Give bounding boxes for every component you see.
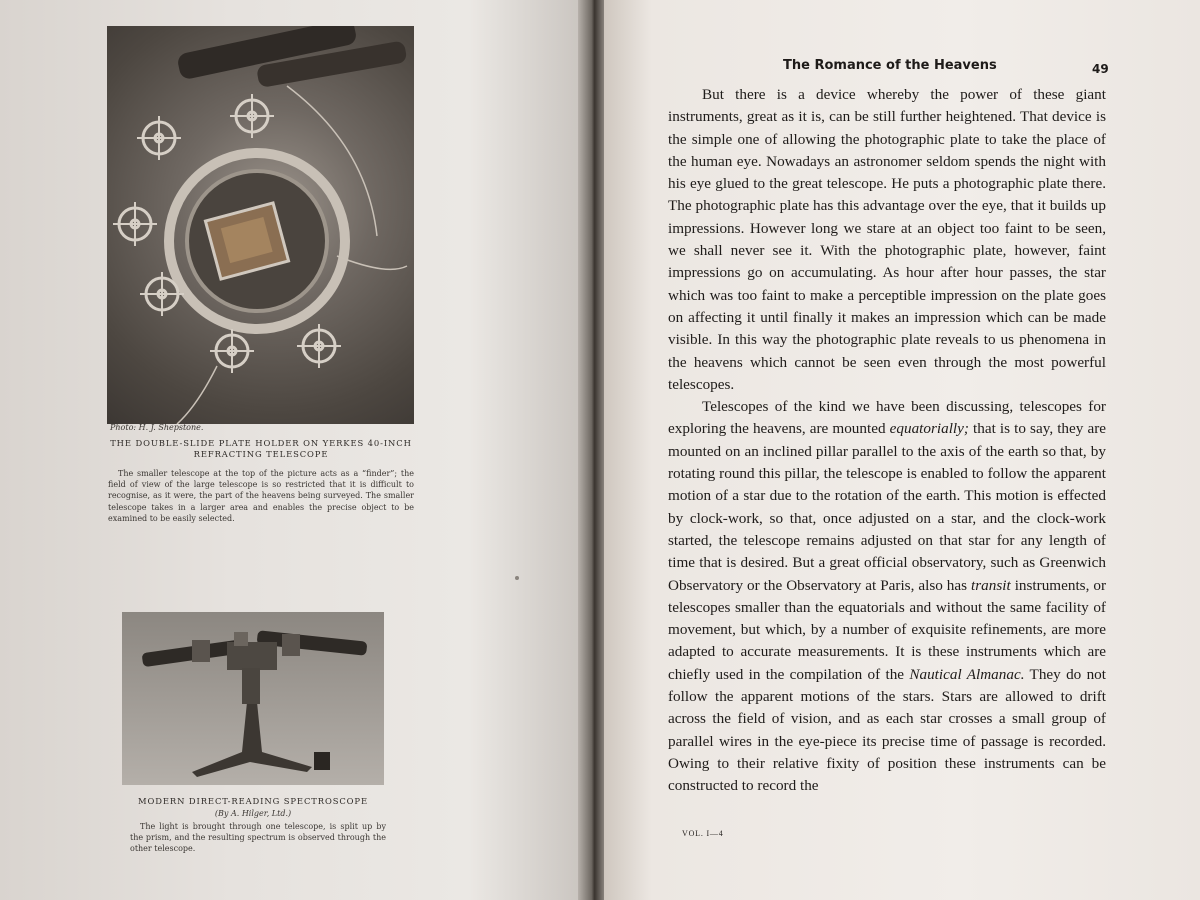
figure2-title: MODERN DIRECT-READING SPECTROSCOPE — [138, 796, 368, 806]
figure1-title-line2: REFRACTING TELESCOPE — [193, 449, 329, 459]
emphasis-equatorially: equatorially; — [889, 420, 969, 438]
paragraph-1-text: But there is a device whereby the power of these giant instruments, great as it is, can be still further heightened. That device is the simple one of allowing the photographic plate to take the place of the human eye. Nowadays an astronomer seldom spends the night with his eye glued to the great telescope. He puts a photographic plate there. The photographic plate has this advantage over the eye, that it builds up impressions. However long we stare at an object too faint to be seen, we shall never see it. With the photographic plate, however, faint impressions go on accumulating. As hour after hour passes, the star which was too faint to make a perceptible impression on the plate goes on affecting it until finally it makes an impression which can be made visible. In this way the photographic plate reveals to us phenomena in the heavens which cannot be seen even through the most powerful telescopes. — [668, 86, 1106, 393]
figure2-caption: The light is brought through one telescope, is split up by the prism, and the resulting spectrum is observed through the other telescope. — [130, 822, 386, 853]
figure1-title-line1: THE DOUBLE-SLIDE PLATE HOLDER ON YERKES 40-INCH — [110, 438, 412, 448]
plate-holder-photo — [107, 26, 414, 424]
paragraph-2-text-d: They do not follow the apparent motions of the stars. Stars are allowed to drift across the field of vision, and as each star crosses a small group of parallel wires in the eye-piece its precise time of passage is recorded. Owing to their relative fixity of position these instruments can be constructed to record the — [668, 665, 1106, 795]
spectroscope-photo — [122, 612, 384, 785]
running-head: The Romance of the Heavens — [783, 58, 997, 73]
signature-mark: VOL. I—4 — [682, 829, 724, 838]
left-page — [0, 0, 586, 900]
paragraph-2 — [668, 396, 1106, 797]
paragraph-1 — [668, 84, 1106, 396]
paragraph-2-text-c: instruments, or telescopes smaller than the equatorials and without the same facility of movement, but which, by a number of exquisite refinements, are more adapted to accurate measurements. It is these instruments which are chiefly used in the compilation of the — [668, 576, 1107, 683]
figure1-caption: The smaller telescope at the top of the picture acts as a “finder”; the field of view of the large telescope is so restricted that it is difficult to recognise, as it were, the part of the heavens being surveyed. The smaller telescope takes in a larger area and enables the precise object to be examined to be easily selected. — [108, 469, 414, 523]
emphasis-transit: transit — [971, 576, 1011, 594]
figure1-photo-credit: Photo: H. J. Shepstone. — [110, 423, 204, 432]
figure2-credit: (By A. Hilger, Ltd.) — [214, 809, 292, 818]
emphasis-nautical-almanac: Nautical Almanac. — [909, 665, 1025, 683]
figure1-title — [108, 438, 414, 460]
page-number: 49 — [1092, 62, 1109, 76]
paragraph-2-text-a: Telescopes of the kind we have been discussing, telescopes for exploring the heavens, are mounted — [668, 398, 1106, 438]
body-text — [668, 84, 1106, 798]
page-blemish — [515, 576, 519, 580]
paragraph-2-text-b: that is to say, they are mounted on an inclined pillar parallel to the axis of the earth so that, by rotating round this pillar, the telescope is enabled to follow the apparent motion of a star due to the rotation of the earth. This motion is effected by clock-work, so that, once adjusted on a star, and the clock-work started, the telescope remains adjusted on that star for any length of time that is desired. But a great official observatory, such as Greenwich Observatory or the Observatory at Paris, also has — [668, 420, 1106, 594]
